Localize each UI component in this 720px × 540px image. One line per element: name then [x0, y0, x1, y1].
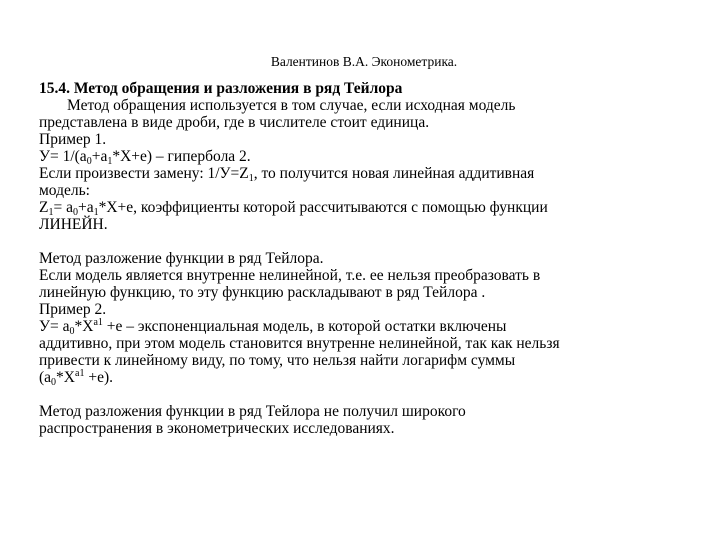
function-name: ЛИНЕЙН. [39, 216, 108, 233]
formula-linear [39, 199, 679, 216]
subsection-heading: Метод разложение функции в ряд Тейлора. [39, 250, 324, 267]
formula-part: *X+e, коэффициенты которой рассчитываются с помощью функции [98, 199, 548, 216]
formula-part: *X [56, 369, 75, 386]
formula-sum [39, 369, 679, 386]
formula-part: У= 1/(a [39, 148, 87, 165]
paragraph-line: линейную функцию, то эту функцию раскладывают в ряд Тейлора . [39, 284, 486, 301]
subscript: 1 [248, 173, 254, 184]
paragraph-line: модель: [39, 182, 90, 199]
formula-hyperbola [39, 148, 679, 165]
formula-part: У= a [39, 318, 70, 335]
paragraph-line: представлена в виде дроби, где в числителе стоит единица. [39, 114, 430, 131]
formula-part: , то получится новая линейная аддитивная [253, 165, 535, 182]
superscript: a1 [93, 317, 103, 328]
subscript: 0 [72, 207, 78, 218]
subscript: 1 [48, 207, 54, 218]
subscript: 1 [93, 207, 99, 218]
paragraph-line: Метод обращения используется в том случае, если исходная модель [67, 97, 516, 114]
subscript: 0 [51, 377, 57, 388]
paragraph-line: распространения в эконометрических исследованиях. [39, 420, 395, 437]
formula-part: +e – экспоненциальная модель, в которой остатки включены [102, 318, 507, 335]
example-label: Пример 2. [39, 301, 107, 318]
formula-part: +a [91, 148, 108, 165]
formula-part: (a [39, 369, 52, 386]
page-header: Валентинов В.А. Эконометрика. [270, 54, 458, 69]
subscript: 0 [86, 156, 92, 167]
formula-part: Если произвести замену: 1/У=Z [39, 165, 249, 182]
formula-part: *X [74, 318, 94, 335]
formula-part: +a [77, 199, 94, 216]
paragraph-gap [39, 386, 679, 403]
formula-exponential [39, 318, 679, 335]
formula-part: Z [39, 199, 49, 216]
formula-part: *X+e) – гипербола 2. [112, 148, 251, 165]
formula-part: +e). [84, 369, 113, 386]
document-body [39, 80, 679, 437]
subscript: 1 [107, 156, 113, 167]
paragraph-gap [39, 233, 679, 250]
section-title: 15.4. Метод обращения и разложения в ряд Тейлора [39, 80, 403, 97]
paragraph-line: привести к линейному виду, по тому, что нельзя найти логарифм суммы [39, 352, 516, 369]
subscript: 0 [69, 326, 75, 337]
paragraph-line: аддитивно, при этом модель становится внутренне нелинейной, так как нельзя [39, 335, 560, 352]
example-label: Пример 1. [39, 131, 107, 148]
superscript: a1 [75, 368, 85, 379]
formula-part: = a [53, 199, 73, 216]
paragraph-line: Метод разложения функции в ряд Тейлора не получил широкого [39, 403, 466, 420]
paragraph-line: Если модель является внутренне нелинейной, т.е. ее нельзя преобразовать в [39, 267, 541, 284]
replacement-line [39, 165, 679, 182]
